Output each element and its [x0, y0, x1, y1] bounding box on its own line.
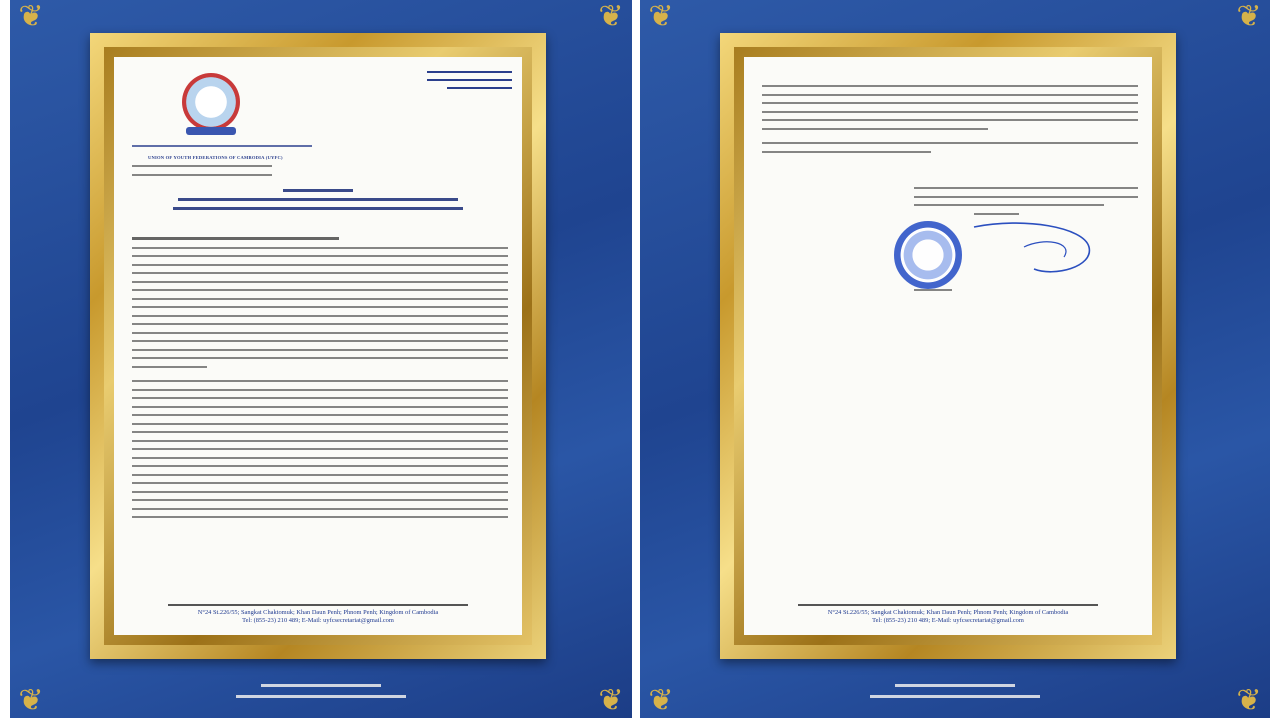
left-panel	[10, 0, 632, 718]
ornament-icon: ❦	[648, 683, 674, 718]
letter-title	[114, 183, 522, 216]
letter-body-2	[762, 85, 1138, 159]
uyfc-logo	[182, 73, 240, 131]
gold-frame-left	[90, 33, 546, 659]
caption-left	[10, 684, 632, 698]
caption-right	[640, 684, 1270, 698]
date-block	[914, 187, 1138, 221]
ornament-icon: ❦	[18, 683, 44, 718]
kingdom-header	[412, 65, 512, 95]
footer-contact: Tel: (855-23) 210 489; E-Mail: uyfcsecretariat@gmail.com	[872, 617, 1024, 624]
letter-footer	[126, 604, 510, 625]
gold-frame-right	[720, 33, 1176, 659]
org-name-en: UNION OF YOUTH FEDERATIONS OF CAMBODIA (UYFC)	[148, 155, 283, 160]
footer-address: N°24 St.226/55; Sangkat Chaktomuk; Khan Daun Penh; Phnom Penh; Kingdom of Cambodia	[197, 609, 439, 616]
signature	[964, 217, 1104, 287]
ornament-icon: ❦	[18, 0, 44, 34]
ornament-icon: ❦	[1236, 0, 1262, 34]
ornament-icon: ❦	[1236, 683, 1262, 718]
letter-page-1	[114, 57, 522, 635]
letter-footer-2	[756, 604, 1140, 625]
ornament-icon: ❦	[598, 683, 624, 718]
right-panel	[640, 0, 1270, 718]
footer-address: N°24 St.226/55; Sangkat Chaktomuk; Khan Daun Penh; Phnom Penh; Kingdom of Cambodia	[827, 609, 1069, 616]
ornament-icon: ❦	[648, 0, 674, 34]
official-seal	[894, 221, 962, 289]
footer-contact: Tel: (855-23) 210 489; E-Mail: uyfcsecretariat@gmail.com	[242, 617, 394, 624]
ornament-icon: ❦	[598, 0, 624, 34]
letter-page-2	[744, 57, 1152, 635]
letter-body	[132, 237, 508, 525]
